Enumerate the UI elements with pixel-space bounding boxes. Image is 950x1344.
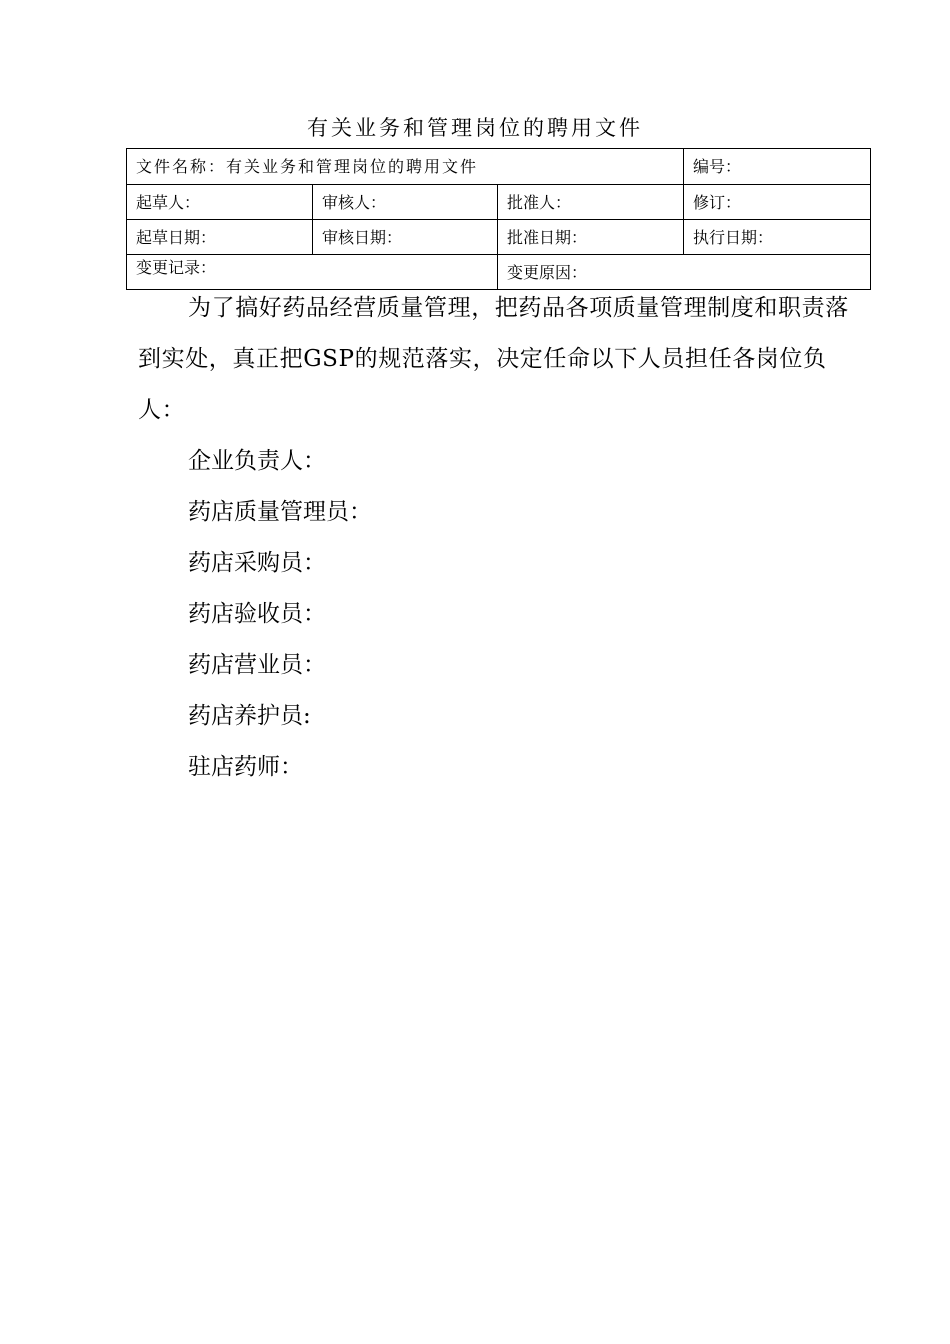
revision-cell: 修订： (684, 185, 871, 220)
document-title: 有关业务和管理岗位的聘用文件 (307, 116, 643, 140)
role-purchaser: 药店采购员： (188, 550, 326, 576)
approve-date-cell: 批准日期： (498, 220, 684, 255)
intro-paragraph: 为了搞好药品经营质量管理，把药品各项质量管理制度和职责落到实处，真正把GSP的规范落实，决定任命以下人员担任各岗位负人： (138, 295, 849, 423)
role-maintainer: 药店养护员: (188, 703, 311, 729)
change-reason-cell: 变更原因： (498, 255, 871, 290)
file-name-cell: 文件名称：有关业务和管理岗位的聘用文件 (127, 149, 684, 185)
number-cell: 编号： (684, 149, 871, 185)
role-resident-pharmacist: 驻店药师： (188, 754, 303, 780)
document-header-table (126, 148, 871, 290)
reviewer-cell: 审核人： (313, 185, 498, 220)
document-body (138, 283, 858, 793)
role-quality-manager: 药店质量管理员： (188, 499, 372, 525)
change-record-cell: 变更记录： (127, 255, 498, 290)
table-row (127, 185, 871, 220)
exec-date-cell: 执行日期： (684, 220, 871, 255)
draft-date-cell: 起草日期： (127, 220, 313, 255)
role-enterprise-head: 企业负责人： (188, 448, 326, 474)
table-row (127, 149, 871, 185)
review-date-cell: 审核日期： (313, 220, 498, 255)
role-inspector: 药店验收员： (188, 601, 326, 627)
table-row (127, 220, 871, 255)
approver-cell: 批准人： (498, 185, 684, 220)
drafter-cell: 起草人： (127, 185, 313, 220)
role-salesperson: 药店营业员： (188, 652, 326, 678)
